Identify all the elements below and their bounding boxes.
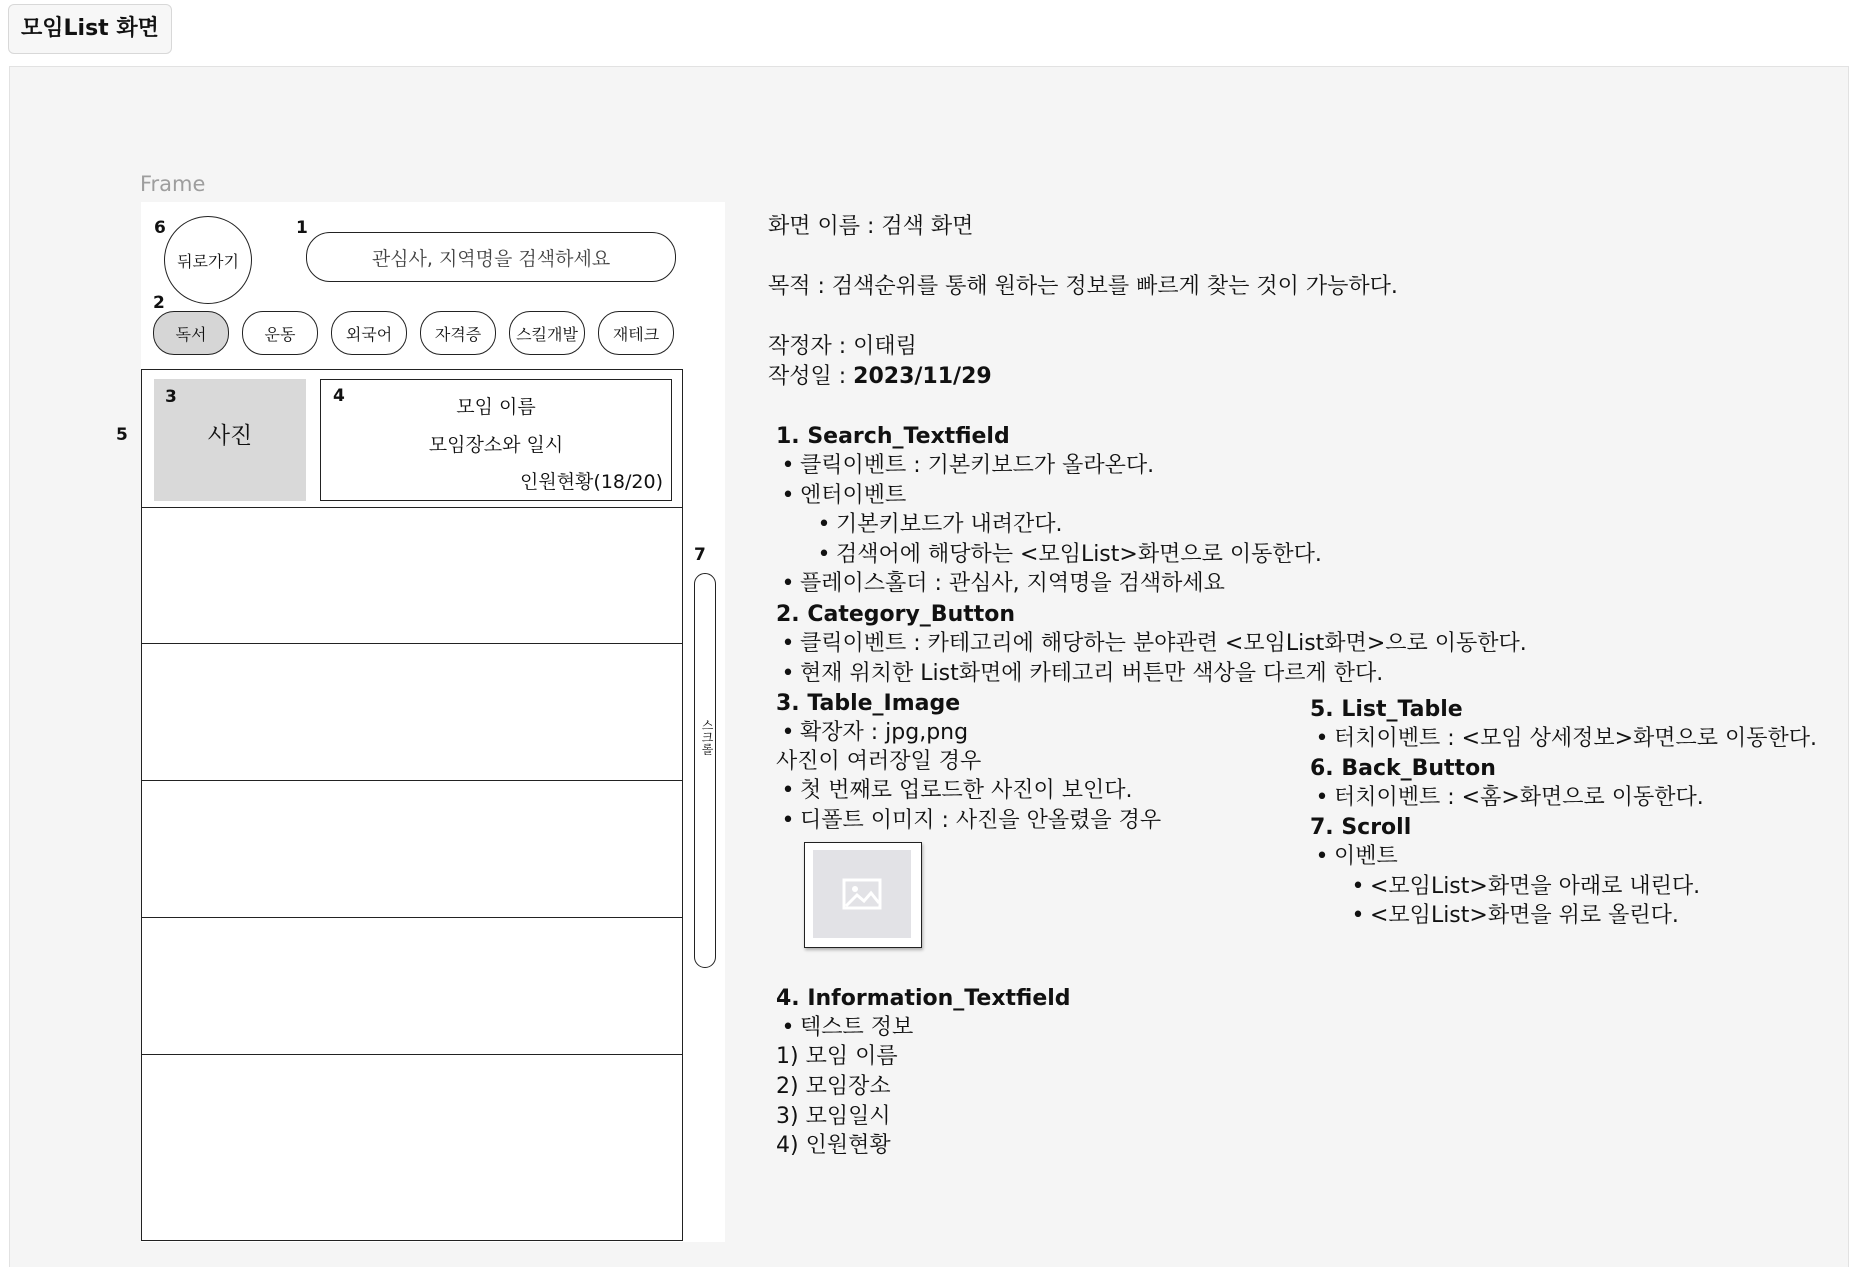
marker-scroll: 7 (694, 545, 706, 565)
spec-s1-enter-a: • 기본키보드가 내려간다. (812, 511, 1063, 539)
spec-section-2-title: 2. Category_Button (776, 602, 1016, 627)
spec-section-6-title: 6. Back_Button (1310, 756, 1496, 781)
table-row[interactable] (142, 781, 682, 918)
spec-s1-placeholder: • 플레이스홀더 : 관심사, 지역명을 검색하세요 (776, 570, 1225, 598)
spec-screen-name: 화면 이름 : 검색 화면 (768, 214, 974, 239)
spec-s7-down: • <모임List>화면을 아래로 내린다. (1346, 873, 1700, 901)
spec-s7-event: • 이벤트 (1310, 843, 1398, 871)
spec-date-value: 2023/11/29 (853, 364, 992, 389)
spec-s1-enter-b: • 검색어에 해당하는 <모임List>화면으로 이동한다. (812, 541, 1322, 569)
marker-category: 2 (153, 293, 165, 313)
scroll-label: 스크롤 (700, 719, 714, 755)
spec-s4-item-2: 2) 모임장소 (776, 1074, 891, 1099)
spec-s2-color: • 현재 위치한 List화면에 카테고리 버튼만 색상을 다르게 한다. (776, 660, 1383, 688)
search-input[interactable]: 관심사, 지역명을 검색하세요 (306, 232, 676, 282)
spec-s7-up: • <모임List>화면을 위로 올린다. (1346, 902, 1679, 930)
category-button-sports[interactable]: 운동 (242, 311, 318, 355)
image-placeholder-icon (842, 878, 882, 910)
spec-date-prefix: 작성일 : (768, 364, 854, 389)
category-button-finance[interactable]: 재테크 (598, 311, 674, 355)
spec-s6-touch: • 터치이벤트 : <홈>화면으로 이동한다. (1310, 784, 1704, 812)
marker-info: 4 (333, 386, 345, 406)
spec-s5-touch: • 터치이벤트 : <모임 상세정보>화면으로 이동한다. (1310, 725, 1817, 753)
scrollbar[interactable] (694, 573, 716, 968)
spec-section-4-title: 4. Information_Textfield (776, 986, 1071, 1011)
category-button-reading[interactable]: 독서 (153, 311, 229, 355)
spec-s3-ext: • 확장자 : jpg,png (776, 719, 968, 747)
spec-s4-item-3: 3) 모임일시 (776, 1104, 891, 1129)
table-row[interactable] (142, 918, 682, 1055)
spec-s3-multi: 사진이 여러장일 경우 (776, 749, 982, 774)
spec-s3-first: • 첫 번째로 업로드한 사진이 보인다. (776, 777, 1133, 805)
spec-section-3-title: 3. Table_Image (776, 691, 961, 716)
marker-search: 1 (296, 218, 308, 238)
back-button[interactable]: 뒤로가기 (164, 216, 252, 304)
spec-s2-click: • 클릭이벤트 : 카테고리에 해당하는 분야관련 <모임List화면>으로 이동한다. (776, 630, 1527, 658)
frame-label: Frame (140, 172, 206, 196)
meeting-name: 모임 이름 (456, 396, 536, 418)
spec-author: 작정자 : 이태림 (768, 334, 917, 359)
marker-back: 6 (154, 218, 166, 238)
category-button-skill[interactable]: 스킬개발 (509, 311, 585, 355)
spec-section-5-title: 5. List_Table (1310, 697, 1463, 722)
meeting-capacity: 인원현황(18/20) (520, 471, 663, 493)
spec-date (768, 363, 992, 391)
spec-s4-text: • 텍스트 정보 (776, 1014, 913, 1042)
default-image-thumbnail (804, 842, 922, 948)
spec-s1-click: • 클릭이벤트 : 기본키보드가 올라온다. (776, 452, 1154, 480)
spec-s1-enter: • 엔터이벤트 (776, 482, 906, 510)
list-table[interactable] (141, 369, 683, 1241)
category-button-certificate[interactable]: 자격증 (420, 311, 496, 355)
table-row[interactable] (142, 644, 682, 781)
information-textfield (320, 379, 672, 501)
marker-list: 5 (116, 425, 128, 445)
spec-s3-default: • 디폴트 이미지 : 사진을 안올렸을 경우 (776, 807, 1161, 835)
marker-image: 3 (165, 387, 177, 407)
meeting-place-datetime: 모임장소와 일시 (428, 434, 564, 456)
table-row[interactable] (142, 370, 682, 508)
spec-section-7-title: 7. Scroll (1310, 815, 1412, 840)
spec-s4-item-1: 1) 모임 이름 (776, 1044, 898, 1069)
photo-label: 사진 (207, 423, 253, 449)
table-row[interactable] (142, 507, 682, 644)
spec-purpose: 목적 : 검색순위를 통해 원하는 정보를 빠르게 찾는 것이 가능하다. (768, 274, 1398, 299)
page-tab[interactable]: 모임List 화면 (8, 4, 172, 54)
category-button-language[interactable]: 외국어 (331, 311, 407, 355)
spec-section-1-title: 1. Search_Textfield (776, 424, 1010, 449)
table-image (154, 379, 306, 501)
spec-s4-item-4: 4) 인원현황 (776, 1133, 891, 1158)
